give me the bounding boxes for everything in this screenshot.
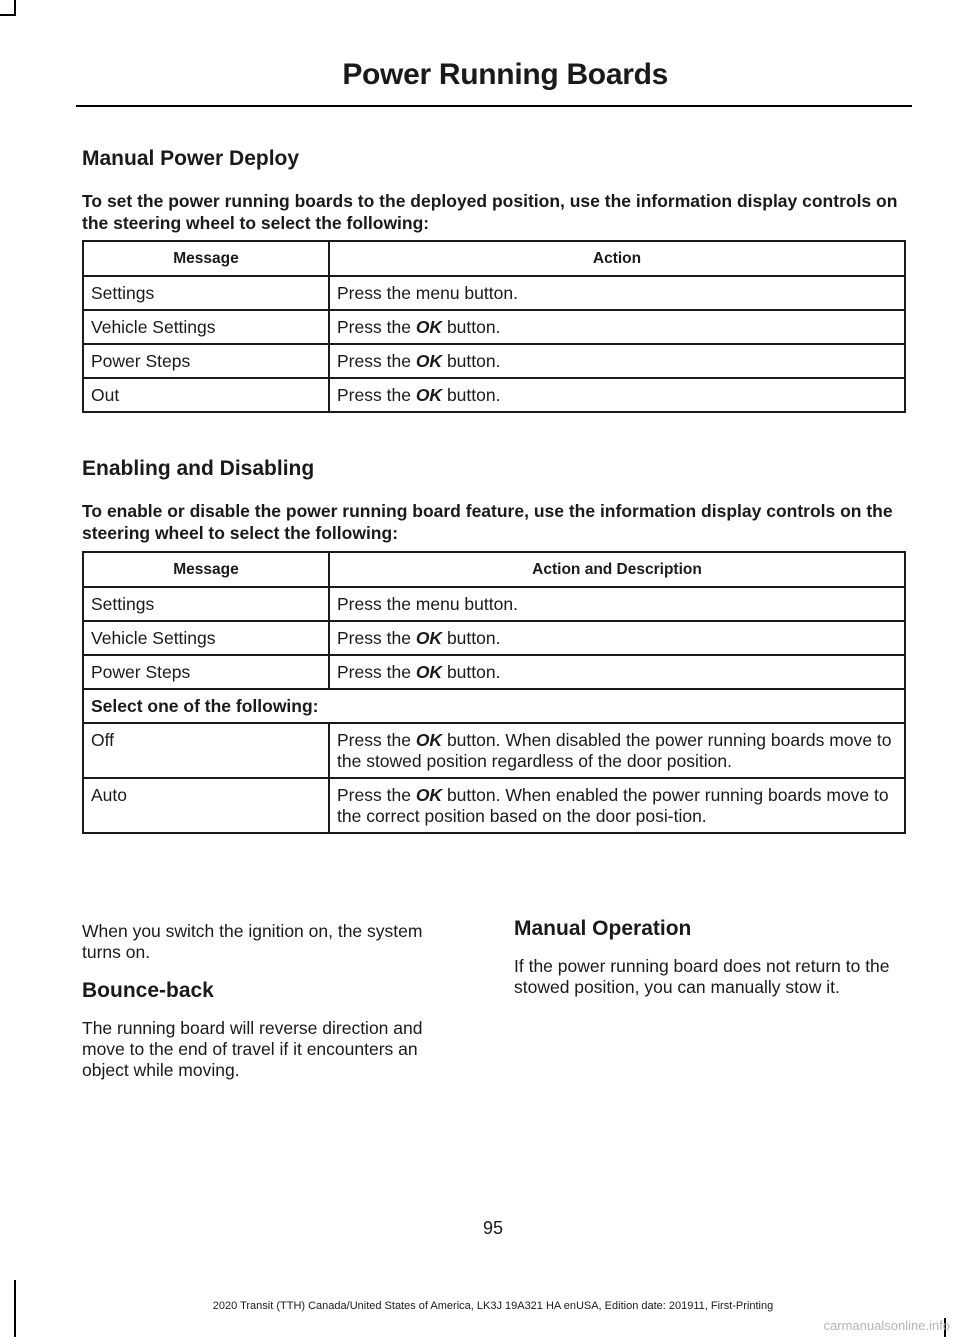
action-cell: Press the OK button. — [329, 621, 905, 655]
message-cell: Power Steps — [83, 655, 329, 689]
ok-label: OK — [415, 385, 443, 405]
enable-disable-table — [82, 551, 906, 834]
crop-mark-top-left-h — [0, 14, 16, 16]
page-number: 95 — [482, 1218, 504, 1238]
table-row — [83, 587, 905, 621]
ignition-paragraph: When you switch the ignition on, the system turns on. — [82, 921, 423, 962]
section-intro: To set the power running boards to the deployed position, use the information display controls on the steering wheel to select the following: — [82, 191, 898, 233]
table-header-row — [83, 241, 905, 276]
ok-label: OK — [415, 662, 443, 682]
manual-operation-paragraph: If the power running board does not return to the stowed position, you can manually stow it. — [514, 956, 890, 997]
table-row — [83, 778, 905, 833]
ok-label: OK — [415, 628, 443, 648]
header-rule — [76, 105, 912, 107]
message-cell: Auto — [83, 778, 329, 833]
ok-label: OK — [415, 785, 443, 805]
table-row — [83, 344, 905, 378]
bounce-back-paragraph: The running board will reverse direction and move to the end of travel if it encounters an object while moving. — [82, 1018, 423, 1080]
action-cell: Press the OK button. — [329, 378, 905, 412]
table-row — [83, 276, 905, 310]
section-heading-manual-power-deploy: Manual Power Deploy — [82, 147, 300, 170]
table-row — [83, 723, 905, 778]
page-title: Power Running Boards — [342, 58, 668, 91]
column-header-action: Action — [329, 241, 905, 276]
ok-label: OK — [415, 317, 443, 337]
deploy-table — [82, 240, 906, 413]
table-row-select — [83, 689, 905, 723]
message-cell: Out — [83, 378, 329, 412]
action-cell: Press the menu button. — [329, 276, 905, 310]
column-header-message: Message — [83, 241, 329, 276]
message-cell: Power Steps — [83, 344, 329, 378]
message-cell: Settings — [83, 276, 329, 310]
ok-label: OK — [415, 730, 443, 750]
table-row — [83, 621, 905, 655]
section-heading-enabling-disabling: Enabling and Disabling — [82, 457, 315, 480]
watermark: carmanualsonline.info — [823, 1318, 950, 1333]
column-header-message: Message — [83, 552, 329, 587]
message-cell: Settings — [83, 587, 329, 621]
table-row — [83, 310, 905, 344]
ok-label: OK — [415, 351, 443, 371]
edition-footer: 2020 Transit (TTH) Canada/United States of America, LK3J 19A321 HA enUSA, Edition date: 201911, First-Printing — [212, 1300, 774, 1312]
bounce-back-heading: Bounce-back — [82, 979, 214, 1002]
message-cell: Off — [83, 723, 329, 778]
action-cell: Press the OK button. When enabled the power running boards move to the correct position based on the door posi-tion. — [329, 778, 905, 833]
table-header-row — [83, 552, 905, 587]
table-row — [83, 655, 905, 689]
column-header-action-description: Action and Description — [329, 552, 905, 587]
message-cell: Vehicle Settings — [83, 621, 329, 655]
action-cell: Press the OK button. — [329, 344, 905, 378]
action-cell: Press the OK button. When disabled the power running boards move to the stowed position regardless of the door position. — [329, 723, 905, 778]
action-cell: Press the OK button. — [329, 310, 905, 344]
action-cell: Press the OK button. — [329, 655, 905, 689]
action-cell: Press the menu button. — [329, 587, 905, 621]
manual-operation-heading: Manual Operation — [514, 917, 692, 940]
table-row — [83, 378, 905, 412]
section-intro: To enable or disable the power running board feature, use the information display controls on the steering wheel to select the following: — [82, 501, 893, 543]
message-cell: Vehicle Settings — [83, 310, 329, 344]
select-one-cell: Select one of the following: — [83, 689, 905, 723]
